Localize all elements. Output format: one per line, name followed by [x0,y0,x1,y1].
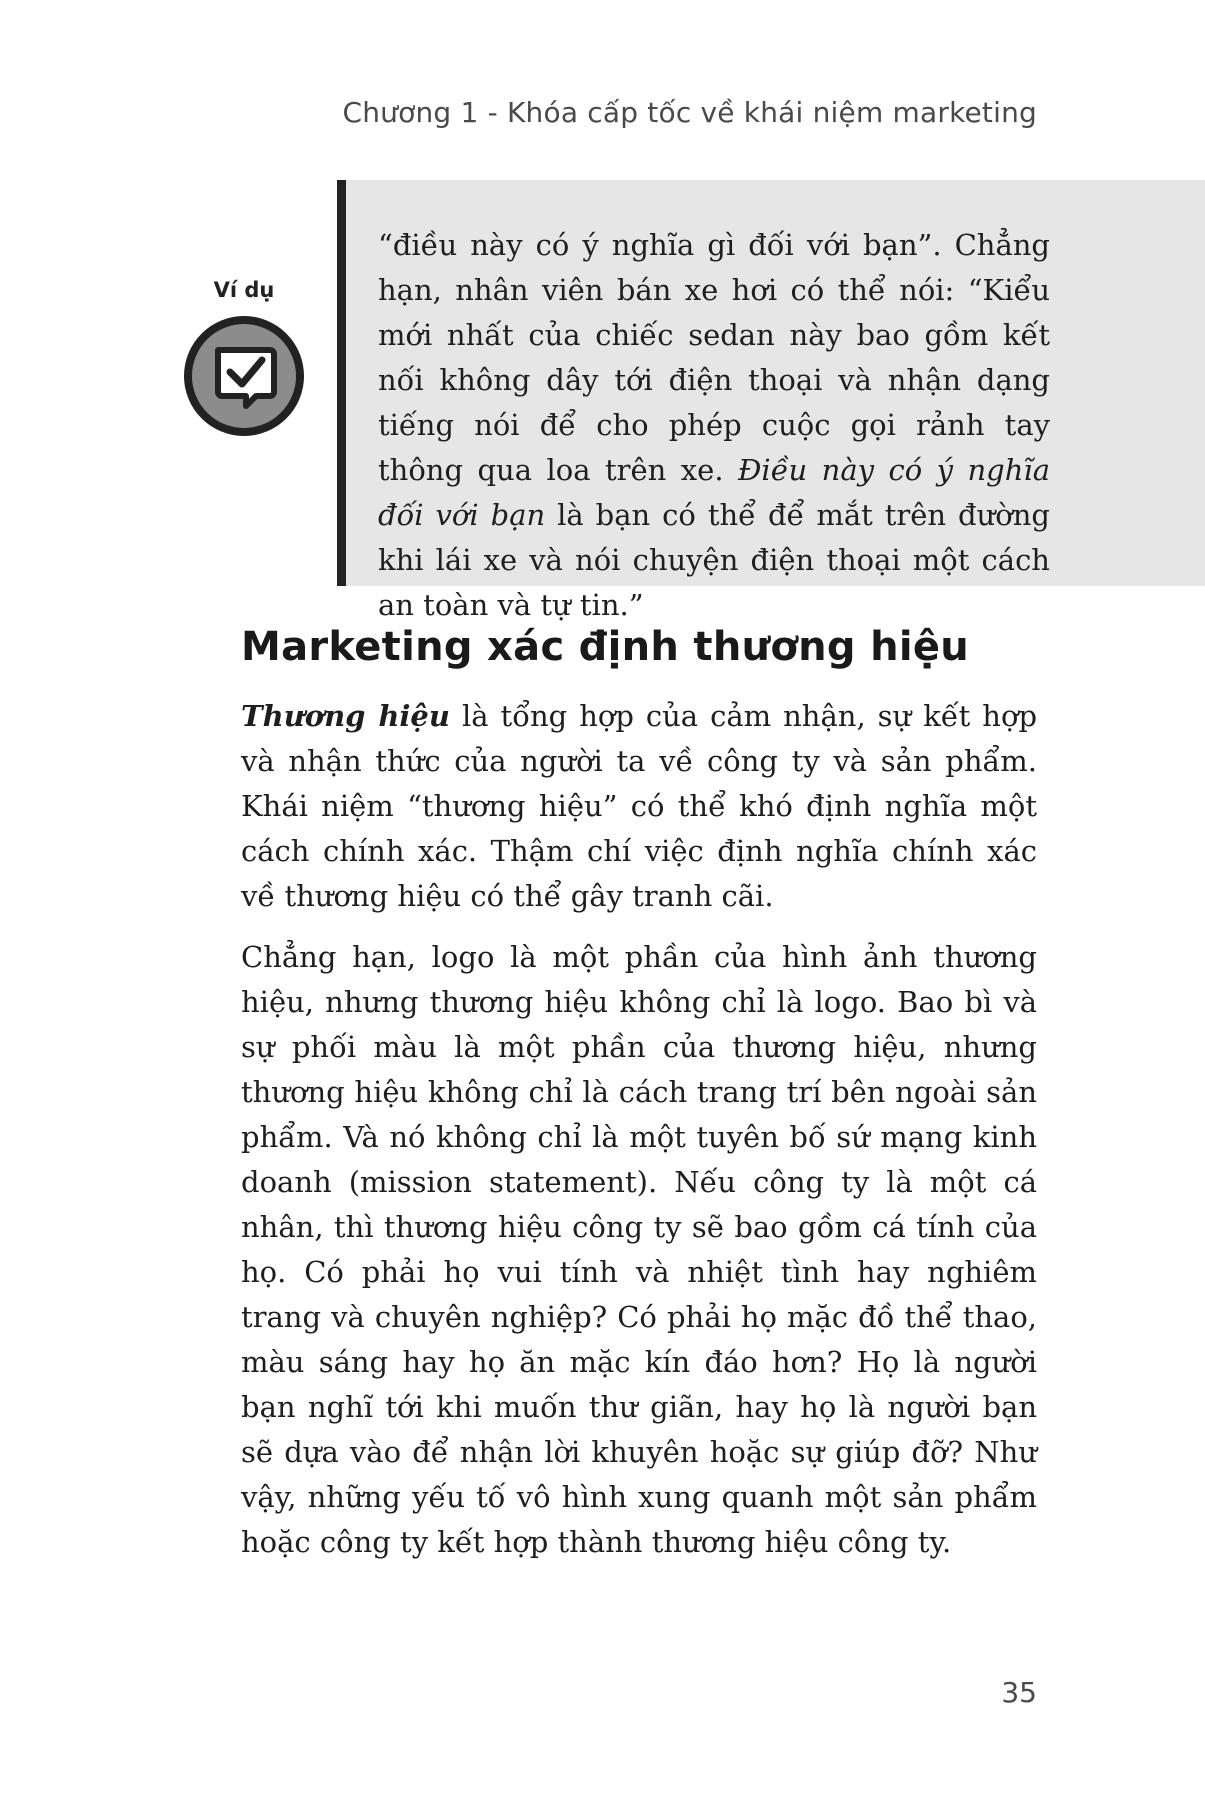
defined-term: Thương hiệu [241,699,450,733]
paragraph-2: Chẳng hạn, logo là một phần của hình ảnh thương hiệu, nhưng thương hiệu không chỉ là logo. Bao bì và sự phối màu là một phần của thương hiệu, nhưng thương hiệu không chỉ là cách trang trí bên ngoài sản phẩm. Và nó không chỉ là một tuyên bố sứ mạng kinh doanh (mission statement). Nếu công ty là một cá nhân, thì thương hiệu công ty sẽ bao gồm cá tính của họ. Có phải họ vui tính và nhiệt tình hay nghiêm trang và chuyên nghiệp? Có phải họ mặc đồ thể thao, màu sáng hay họ ăn mặc kín đáo hơn? Họ là người bạn nghĩ tới khi muốn thư giãn, hay họ là người bạn sẽ dựa vào để nhận lời khuyên hoặc sự giúp đỡ? Như vậy, những yếu tố vô hình xung quanh một sản phẩm hoặc công ty kết hợp thành thương hiệu công ty. [241,940,1037,1559]
paragraph-1 [241,694,1037,919]
checkmark-speech-bubble-icon [180,312,308,440]
example-text [378,223,1050,628]
example-text-italic: Điều này có ý nghĩa đối với bạn [378,453,1050,532]
example-label: Ví dụ [213,278,275,302]
example-text-part2: là bạn có thể để mắt trên đường khi lái xe và nói chuyện điện thoại một cách an toàn và tự tin.” [378,498,1050,622]
example-text-part1: “điều này có ý nghĩa gì đối với bạn”. Chẳng hạn, nhân viên bán xe hơi có thể nói: “Kiểu mới nhất của chiếc sedan này bao gồm kết nối không dây tới điện thoại và nhận dạng tiếng nói để cho phép cuộc gọi rảnh tay thông qua loa trên xe. [378,228,1050,487]
example-sidebar [337,180,1205,622]
running-header: Chương 1 - Khóa cấp tốc về khái niệm marketing [342,96,1037,129]
example-badge [176,278,312,442]
section-heading: Marketing xác định thương hiệu [241,624,970,670]
paragraph-1-text: là tổng hợp của cảm nhận, sự kết hợp và nhận thức của người ta về công ty và sản phẩm. Khái niệm “thương hiệu” có thể khó định nghĩa một cách chính xác. Thậm chí việc định nghĩa chính xác về thương hiệu có thể gây tranh cãi. [241,699,1038,913]
page-number: 35 [1001,1676,1037,1709]
